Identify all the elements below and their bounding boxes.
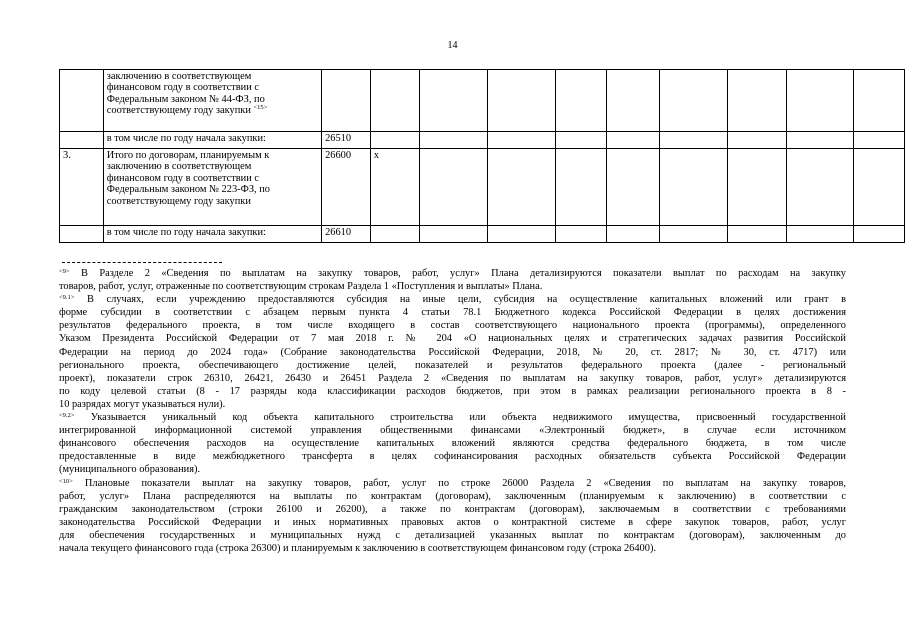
value-cell bbox=[786, 226, 853, 243]
row-code-cell: 26510 bbox=[322, 132, 371, 149]
footnote-mark: <9> bbox=[59, 268, 70, 275]
value-cell bbox=[488, 149, 555, 226]
value-cell bbox=[488, 70, 555, 132]
row-code-cell bbox=[322, 70, 371, 132]
row-number-cell: 3. bbox=[60, 149, 104, 226]
footnote-line: работ, услуг» Плана распределяются на выплаты по контрактам (договорам), заключенным (планируемым к заключению) в соответствии с bbox=[59, 490, 846, 502]
row-description-cell bbox=[103, 70, 321, 132]
footnote-text: В Разделе 2 «Сведения по выплатам на закупку товаров, работ, услуг» Плана детализируются показатели выплат по расходам на закупку bbox=[69, 268, 846, 279]
footnote-line: начала текущего финансового года (строка 26300) и планируемым к заключению в соответствующем финансовом году (строка 26400). bbox=[59, 542, 656, 554]
row-description-cell bbox=[103, 132, 321, 149]
value-cell bbox=[420, 149, 488, 226]
footnote-line: Указом Президента Российской Федерации от 7 мая 2018 г. № 204 «О национальных целях и стратегических задачах развития Российской bbox=[59, 333, 846, 345]
description-line: финансовом году в соответствии с bbox=[106, 172, 260, 184]
footnote-text: Указывается уникальный код объекта капитального строительства или объекта недвижимого имущества, присвоенный государственной bbox=[74, 412, 846, 424]
footnote-line: 10 разрядах могут указываться нули). bbox=[59, 398, 226, 410]
value-cell bbox=[854, 70, 905, 132]
footnote-line: для обеспечения государственных и муниципальных нужд с детализацией указанных выплат по контрактам (договорам), заключенным до bbox=[59, 529, 846, 541]
footnote-line bbox=[59, 411, 846, 424]
value-cell bbox=[727, 70, 786, 132]
description-line bbox=[107, 105, 318, 116]
footnote-line: гражданским законодательством (строки 26100 и 26200), а также по контрактам (договорам), заключаемым в соответствии с требованиями bbox=[59, 503, 846, 515]
footnote bbox=[59, 293, 846, 411]
footnote-line bbox=[59, 477, 846, 490]
row-description-cell bbox=[103, 149, 321, 226]
footnote-line bbox=[59, 267, 846, 280]
footnote-mark: <10> bbox=[59, 477, 73, 485]
footnote bbox=[59, 267, 846, 293]
description-line: Итого по договорам, планируемым к bbox=[106, 150, 270, 161]
description-line: соответствующему году закупки bbox=[106, 195, 251, 207]
row-description-cell bbox=[103, 226, 321, 243]
description-line: в том числе по году начала закупки: bbox=[106, 133, 266, 144]
description-line: заключению в соответствующем bbox=[106, 71, 252, 82]
row-code-cell: 26610 bbox=[322, 226, 371, 243]
row-x-cell bbox=[370, 226, 419, 243]
footnote bbox=[59, 477, 846, 556]
row-code-cell: 26600 bbox=[322, 149, 371, 226]
footnote-line: Федерации на период до 2024 года» (Собрание законодательства Российской Федерации, 2018, № 20, ст. 2817; № 30, ст. 4717) или bbox=[59, 346, 846, 358]
row-number-cell bbox=[60, 226, 104, 243]
value-cell bbox=[420, 70, 488, 132]
description-line: Федеральным законом № 223-ФЗ, по bbox=[106, 184, 270, 196]
description-line: Федеральным законом № 44-ФЗ, по bbox=[106, 93, 265, 105]
plan-table bbox=[59, 69, 905, 243]
table-row bbox=[60, 226, 905, 243]
row-x-cell bbox=[370, 70, 419, 132]
value-cell bbox=[786, 149, 853, 226]
value-cell bbox=[607, 132, 659, 149]
footnote-line: по коду целевой статьи (8 - 17 разряды кода классификации расходов бюджетов, при этом в рамках реализации регионального проекта в 8 - bbox=[59, 385, 846, 397]
value-cell bbox=[555, 132, 607, 149]
footnote-line bbox=[59, 293, 846, 306]
footnote-line: законодательства Российской Федерации и иных нормативных правовых актов о контрактной системе в сфере закупок товаров, работ, услуг bbox=[59, 516, 846, 528]
footnote-ref: <15> bbox=[253, 104, 268, 112]
value-cell bbox=[854, 149, 905, 226]
footnote-text: Плановые показатели выплат на закупку товаров, работ, услуг по строке 26000 Раздела 2 «Сведения по выплатам на закупку товаров, bbox=[72, 477, 846, 489]
description-line-text: соответствующему году закупки bbox=[106, 105, 251, 117]
value-cell bbox=[786, 132, 853, 149]
footnote-line: товаров, работ, услуг, отраженные по соответствующим строкам Раздела 1 «Поступления и выплаты» Плана. bbox=[59, 281, 543, 293]
value-cell bbox=[607, 149, 659, 226]
value-cell bbox=[420, 132, 488, 149]
row-number-cell bbox=[60, 132, 104, 149]
description-line: заключению в соответствующем bbox=[106, 161, 252, 173]
footnote-separator bbox=[62, 262, 222, 263]
row-number-cell bbox=[60, 70, 104, 132]
value-cell bbox=[659, 70, 727, 132]
value-cell bbox=[854, 132, 905, 149]
value-cell bbox=[854, 226, 905, 243]
footnote-line: финансового обеспечения расходов на осуществление капитальных вложений являются средства федерального бюджета, в том числе bbox=[59, 438, 846, 450]
value-cell bbox=[420, 226, 488, 243]
footnote-text: В случаях, если учреждению предоставляются субсидия на иные цели, субсидия на осуществление капитальных вложений или грант в bbox=[74, 294, 846, 306]
value-cell bbox=[488, 132, 555, 149]
footnote-line: проект), показатели строк 26310, 26421, 26430 и 26451 Раздела 2 «Сведения по выплатам на закупку товаров, работ, услуг» детализируются bbox=[59, 372, 846, 384]
value-cell bbox=[555, 149, 607, 226]
value-cell bbox=[607, 70, 659, 132]
value-cell bbox=[659, 149, 727, 226]
footnote-line: интегрированной информационной системой управления общественными финансами «Электронный бюджет», в случае если источником bbox=[59, 425, 846, 437]
table-row bbox=[60, 70, 905, 132]
footnote-line: предоставленные в виде межбюджетного трансферта в целях софинансирования расходных обязательств субъекта Российской Федерации bbox=[59, 451, 846, 463]
value-cell bbox=[488, 226, 555, 243]
row-x-cell bbox=[370, 132, 419, 149]
value-cell bbox=[555, 226, 607, 243]
footnote-line: результатов федерального проекта, в том числе входящего в состав соответствующего национального проекта (программы), определенного bbox=[59, 320, 846, 332]
page-number: 14 bbox=[447, 40, 458, 51]
description-line: в том числе по году начала закупки: bbox=[106, 227, 266, 238]
footnote-mark: <9.1> bbox=[59, 294, 75, 302]
value-cell bbox=[786, 70, 853, 132]
footnote-line: (муниципального образования). bbox=[59, 464, 201, 476]
value-cell bbox=[727, 132, 786, 149]
value-cell bbox=[727, 226, 786, 243]
value-cell bbox=[659, 132, 727, 149]
table-row bbox=[60, 132, 905, 149]
footnote bbox=[59, 411, 846, 476]
table-row bbox=[60, 149, 905, 226]
footnote-line: форме субсидии в соответствии с абзацем первым пункта 4 статьи 78.1 Бюджетного кодекса Российской Федерации в целях достижения bbox=[59, 307, 846, 319]
footnote-mark: <9.2> bbox=[59, 412, 75, 420]
value-cell bbox=[727, 149, 786, 226]
footnote-line: регионального проекта, обеспечивающего достижение целей, показателей и результатов федерального проекта (далее - региональный bbox=[59, 359, 846, 371]
value-cell bbox=[607, 226, 659, 243]
description-line: финансовом году в соответствии с bbox=[106, 82, 260, 94]
value-cell bbox=[659, 226, 727, 243]
row-x-cell: x bbox=[370, 149, 419, 226]
footnotes bbox=[59, 267, 846, 555]
value-cell bbox=[555, 70, 607, 132]
